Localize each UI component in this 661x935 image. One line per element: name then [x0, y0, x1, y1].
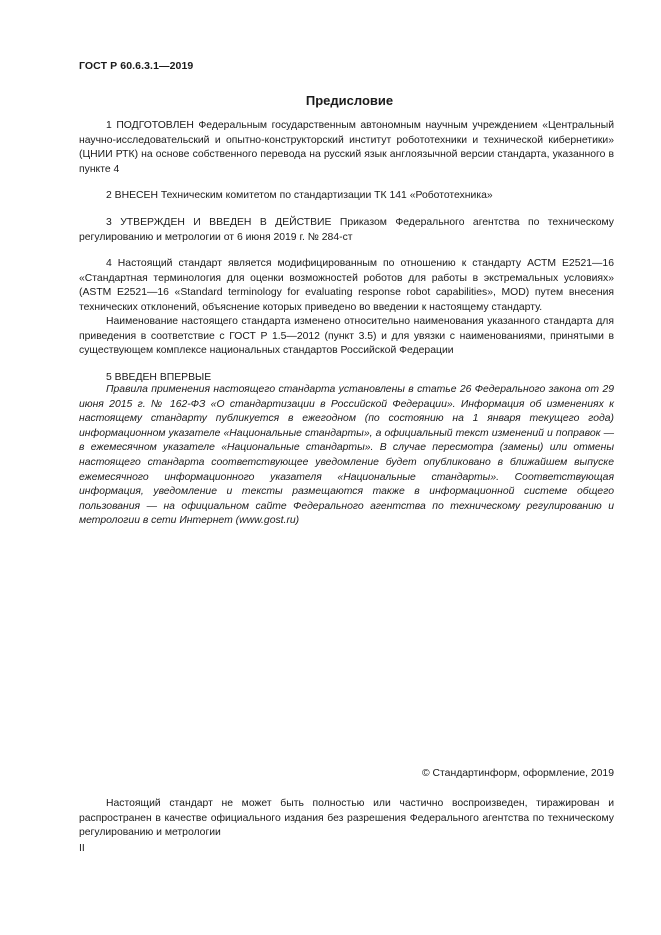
foreword-item-3: 3 УТВЕРЖДЕН И ВВЕДЕН В ДЕЙСТВИЕ Приказом Федерального агентства по техническому регулированию и метрологии от 6 июня 2019 г. № 284-ст — [79, 217, 614, 243]
foreword-item-4: 4 Настоящий стандарт является модифицированным по отношению к стандарту АСТМ Е2521—16 «Стандартная терминология для оценки возможностей роботов для работы в экстремальных условиях» (ASTM E2521—16 «Standard terminology for evaluating response robot capabilities», MOD) путем внесения технических отклонений, объяснение которых приведено во введении к настоящему стандарту. — [79, 258, 614, 313]
foreword-item-4-note: Наименование настоящего стандарта изменено относительно наименования указанного стандарта для приведения в соответствие с ГОСТ Р 1.5—2012 (пункт 3.5) и для увязки с наименованиями, принятыми в существующем комплексе национальных стандартов Российской Федерации — [79, 316, 614, 357]
foreword-item-1: 1 ПОДГОТОВЛЕН Федеральным государственным автономным научным учреждением «Центральный научно-исследовательский и опытно-конструкторский институт робототехники и технической кибернетики» (ЦНИИ РТК) на основе собственного перевода на русский язык англоязычной версии стандарта, указанного в пункте 4 — [79, 120, 614, 175]
page-title: Предисловие — [305, 93, 394, 108]
standard-code: ГОСТ Р 60.6.3.1—2019 — [79, 60, 194, 72]
foreword-item-5: 5 ВВЕДЕН ВПЕРВЫЕ — [106, 372, 212, 383]
copyright-line: © Стандартинформ, оформление, 2019 — [421, 768, 614, 779]
application-notice: Правила применения настоящего стандарта установлены в статье 26 Федерального закона от 29 июня 2015 г. № 162-ФЗ «О стандартизации в Российской Федерации». Информация об изменениях к настоящему стандарту публикуется в ежегодном (по состоянию на 1 января текущего года) информационном указателе «Национальные стандарты», а официальный текст изменений и поправок — в ежемесячном указателе «Национальные стандарты». В случае пересмотра (замены) или отмены настоящего стандарта соответствующее уведомление будет опубликовано в ближайшем выпуске ежемесячного информационного указателя «Национальные стандарты». Соответствующая информация, уведомление и тексты размещаются также в информационной системе общего пользования — на официальном сайте Федерального агентства по техническому регулированию и метрологии в сети Интернет (www.gost.ru) — [79, 384, 614, 527]
page-number: II — [79, 843, 85, 854]
foreword-item-2: 2 ВНЕСЕН Техническим комитетом по стандартизации ТК 141 «Робототехника» — [106, 190, 493, 201]
reproduction-note: Настоящий стандарт не может быть полностью или частично воспроизведен, тиражирован и распространен в качестве официального издания без разрешения Федерального агентства по техническому регулированию и метрологии — [79, 798, 614, 839]
